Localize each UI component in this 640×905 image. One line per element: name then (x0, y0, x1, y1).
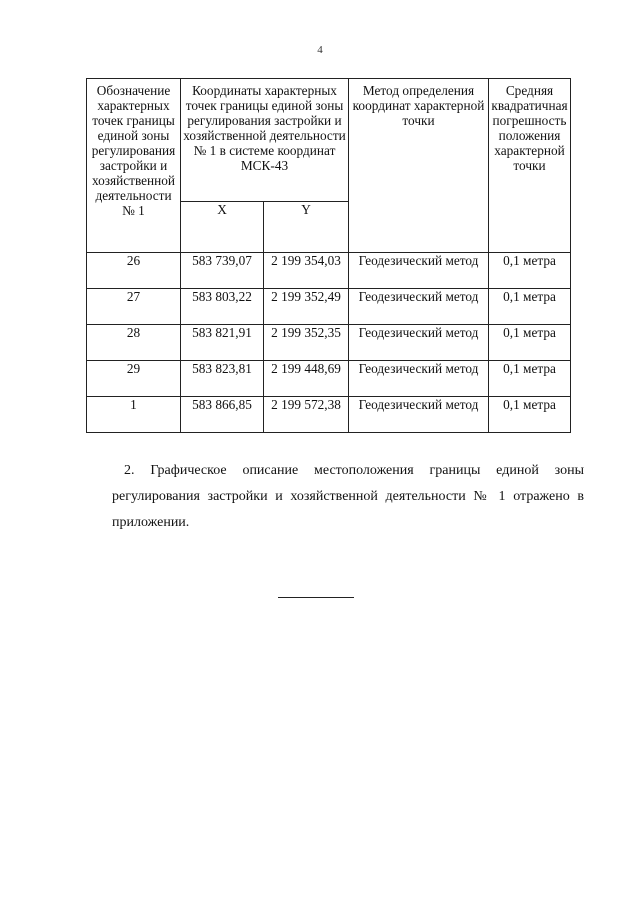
error-cell: 0,1 метра (489, 253, 571, 289)
header-error: Средняя квадратичная погрешность положения характерной точки (489, 79, 571, 253)
header-y: Y (264, 202, 349, 253)
x-cell: 583 803,22 (181, 289, 264, 325)
point-cell: 27 (87, 289, 181, 325)
error-cell: 0,1 метра (489, 361, 571, 397)
point-cell: 26 (87, 253, 181, 289)
method-cell: Геодезический метод (349, 289, 489, 325)
header-method: Метод определения координат характерной точки (349, 79, 489, 253)
table-row (87, 253, 571, 289)
body-paragraph: 2. Графическое описание местоположения границы единой зоны регулирования застройки и хозяйственной деятельности № 1 отражено в приложении. (112, 463, 584, 530)
header-coordinates: Координаты характерных точек границы единой зоны регулирования застройки и хозяйственной деятельности № 1 в системе координат МСК-43 (181, 79, 349, 202)
table-row (87, 361, 571, 397)
error-cell: 0,1 метра (489, 289, 571, 325)
y-cell: 2 199 352,49 (264, 289, 349, 325)
method-cell: Геодезический метод (349, 397, 489, 433)
x-cell: 583 866,85 (181, 397, 264, 433)
x-cell: 583 821,91 (181, 325, 264, 361)
y-cell: 2 199 572,38 (264, 397, 349, 433)
error-cell: 0,1 метра (489, 325, 571, 361)
y-cell: 2 199 354,03 (264, 253, 349, 289)
error-cell: 0,1 метра (489, 397, 571, 433)
method-cell: Геодезический метод (349, 325, 489, 361)
table-row (87, 325, 571, 361)
method-cell: Геодезический метод (349, 253, 489, 289)
y-cell: 2 199 352,35 (264, 325, 349, 361)
method-cell: Геодезический метод (349, 361, 489, 397)
table-row (87, 289, 571, 325)
header-point-designation: Обозначение характерных точек границы единой зоны регулирования застройки и хозяйственной деятельности № 1 (87, 79, 181, 253)
point-cell: 29 (87, 361, 181, 397)
y-cell: 2 199 448,69 (264, 361, 349, 397)
table-header-row (87, 79, 571, 202)
table-row (87, 397, 571, 433)
end-divider (278, 597, 354, 598)
point-cell: 28 (87, 325, 181, 361)
coordinates-table (86, 78, 571, 433)
x-cell: 583 739,07 (181, 253, 264, 289)
point-cell: 1 (87, 397, 181, 433)
x-cell: 583 823,81 (181, 361, 264, 397)
header-x: X (181, 202, 264, 253)
page-number: 4 (317, 44, 323, 56)
